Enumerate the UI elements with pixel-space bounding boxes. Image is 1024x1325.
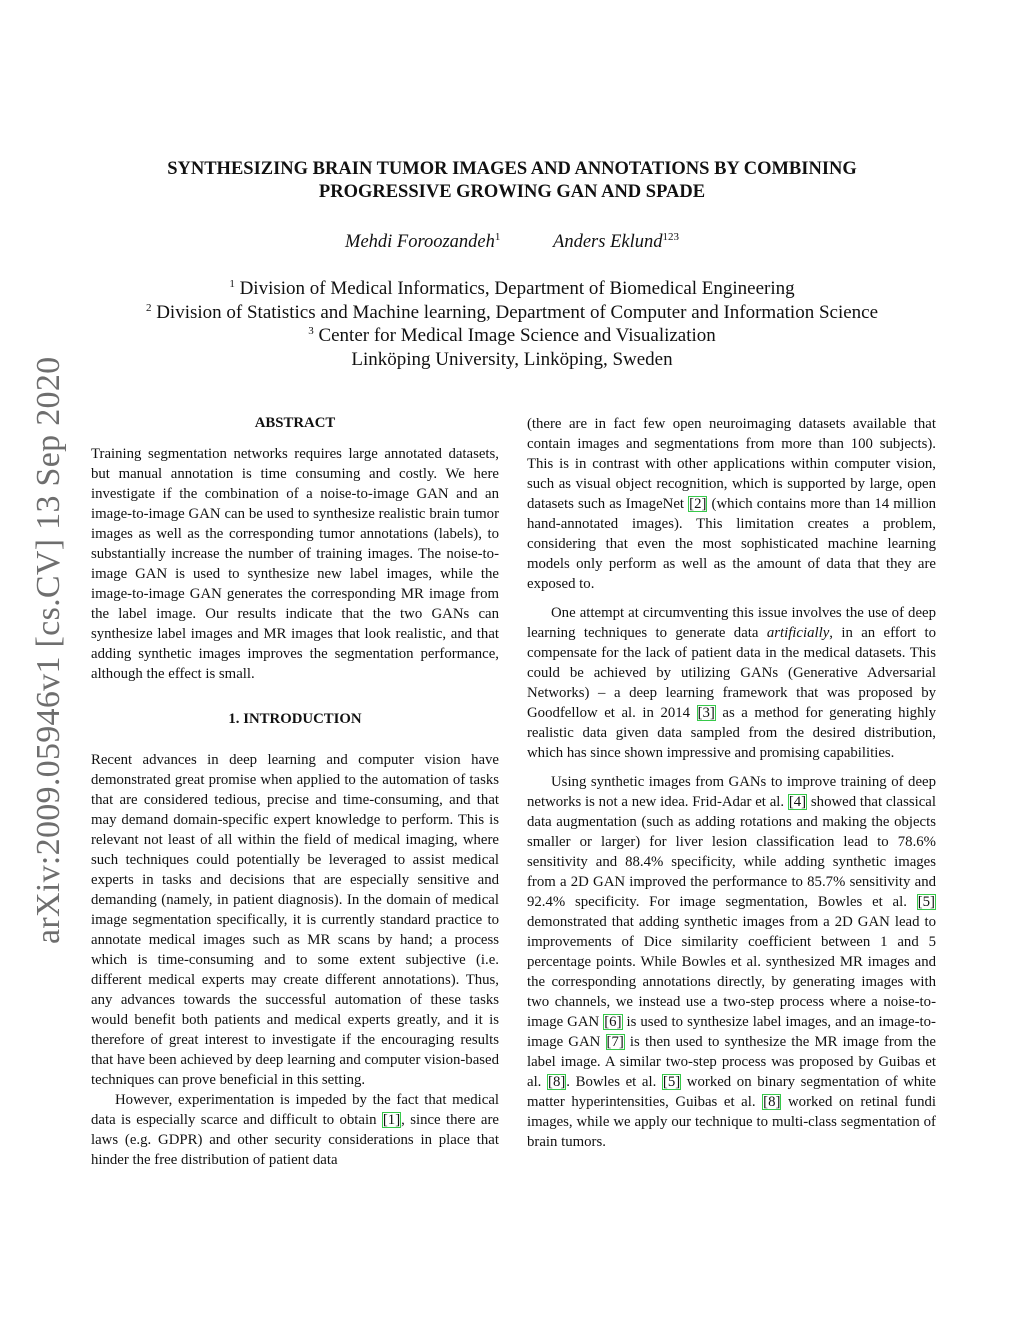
- affiliation-marker: 1: [229, 278, 235, 290]
- affiliation-list: [60, 277, 964, 371]
- affiliation-marker: 3: [308, 325, 314, 337]
- paragraph-text: as a method for generating highly realistic data given data sampled from the desired distribution, which has since shown impressive and promising capabilities.: [527, 705, 936, 761]
- affiliation-text: Division of Medical Informatics, Department of Biomedical Engineering: [239, 278, 795, 299]
- abstract-body: [91, 444, 499, 684]
- author-affiliation-marker: 1: [494, 231, 501, 243]
- author-affiliation-marker: 123: [662, 231, 679, 243]
- affiliation-text: Linköping University, Linköping, Sweden: [351, 348, 673, 370]
- title-line-2: PROGRESSIVE GROWING GAN AND SPADE: [318, 182, 706, 202]
- citation-link[interactable]: [4]: [788, 794, 807, 810]
- paragraph-text: One attempt at circumventing this issue involves the use of deep learning techniques to generate data: [527, 605, 936, 641]
- author-list: [100, 232, 924, 253]
- affiliation-3: [60, 324, 964, 348]
- abstract-text: Training segmentation networks requires large annotated datasets, but manual annotation is time consuming and costly. We here investigate if the combination of a noise-to-image GAN and an image-to-image GAN can be used to synthesize realistic brain tumor images as well as the corresponding tumor annotations (labels), to substantially increase the number of training images. The noise-to-image GAN is used to synthesize new label images, while the image-to-image GAN generates the corresponding MR image from the label image. Our results indicate that the two GANs can synthesize label images and MR images that look realistic, and that adding synthetic images improves the segmentation performance, although the effect is small.: [91, 446, 499, 682]
- citation-link[interactable]: [8]: [763, 1094, 781, 1110]
- introduction-left-column: [91, 750, 499, 1170]
- intro-paragraph-4: [527, 603, 936, 763]
- citation-link[interactable]: [7]: [606, 1034, 624, 1050]
- affiliation-text: Division of Statistics and Machine learning, Department of Computer and Information Science: [156, 301, 879, 323]
- citation-link[interactable]: [1]: [382, 1112, 401, 1128]
- title-line-1: SYNTHESIZING BRAIN TUMOR IMAGES AND ANNOTATIONS BY COMBINING: [167, 159, 857, 179]
- intro-paragraph-3: [527, 414, 936, 594]
- affiliation-4: [60, 348, 964, 372]
- emphasis-text: artificially: [766, 625, 830, 641]
- citation-link[interactable]: [8]: [548, 1074, 566, 1090]
- paragraph-text: (which contains more than 14 million hand-annotated images). This limitation creates a problem, considering that even the most sophisticated machine learning models only perform as well as the amount of data that they are exposed to.: [527, 496, 936, 592]
- citation-link[interactable]: [6]: [604, 1014, 622, 1030]
- abstract-heading: ABSTRACT: [254, 415, 336, 431]
- paragraph-text: worked on retinal fundi images, while we apply our technique to multi-class segmentation of brain tumors.: [527, 1094, 936, 1150]
- paragraph-text: However, experimentation is impeded by the fact that medical data is especially scarce and difficult to obtain: [91, 1092, 499, 1128]
- introduction-right-column: [527, 414, 936, 1152]
- affiliation-1: [60, 277, 964, 301]
- citation-link[interactable]: [5]: [917, 894, 935, 910]
- intro-paragraph-1: Recent advances in deep learning and computer vision have demonstrated great promise when applied to the automation of tasks that are considered tedious, precise and time-consuming, and that may demand domain-specific expert knowledge to perform. This is relevant not least of all within the field of medical imaging, where such techniques could potentially be leveraged to assist medical experts in tasks and decisions that are especially sensitive and demanding (namely, in patient diagnosis). In the domain of medical image segmentation specifically, it is currently standard practice to annotate medical images such as MR scans by hand; a process which is time-consuming and to some extent subjective (i.e. different medical experts may create different annotations). Thus, any advances towards the successful automation of these tasks would benefit both patients and medical experts greatly, and it is therefore of great interest to investigate if the encouraging results that have been achieved by deep learning and computer vision-based techniques can prove beneficial in this setting.: [91, 752, 499, 1088]
- introduction-heading: 1. INTRODUCTION: [228, 711, 362, 727]
- author-name: Anders Eklund: [553, 232, 663, 252]
- citation-link[interactable]: [5]: [662, 1074, 681, 1090]
- paragraph-text: , in an effort to compensate for the lack of patient data in the medical datasets. This could be achieved by utilizing GANs (Generative Adversarial Networks) – a deep learning framework that was proposed by Goodfellow et al. in 2014: [527, 625, 936, 721]
- author-2: [553, 232, 679, 253]
- paragraph-text: demonstrated that adding synthetic images from a 2D GAN lead to improvements of Dice similarity coefficient between 1 and 5 percentage points. While Bowles et al. synthesized MR images and the corresponding annotations directly, by generating images with two channels, we instead use a two-step process where a noise-to-image GAN: [527, 914, 936, 1030]
- paragraph-text: (there are in fact few open neuroimaging datasets available that contain images and segmentations from more than 100 subjects). This is in contrast with other applications within computer vision, such as visual object recognition, which is supported by large, open datasets such as ImageNet: [527, 416, 936, 512]
- affiliation-text: Center for Medical Image Science and Visualization: [318, 325, 716, 346]
- paragraph-text: Using synthetic images from GANs to improve training of deep networks is not a new idea. Frid-Adar et al.: [527, 774, 936, 810]
- paragraph-text: worked on binary segmentation of white matter hyperintensities, Guibas et al.: [527, 1074, 936, 1110]
- paragraph-text: , since there are laws (e.g. GDPR) and other security considerations in place that hinder the free distribution of patient data: [91, 1112, 499, 1168]
- intro-paragraph-5: [527, 772, 936, 1152]
- paragraph-text: is used to synthesize label images, and an image-to-image GAN: [527, 1014, 936, 1050]
- affiliation-marker: 2: [145, 301, 152, 314]
- citation-link[interactable]: [3]: [697, 705, 715, 721]
- arxiv-identifier: arXiv:2009.05946v1 [cs.CV] 13 Sep 2020: [30, 356, 67, 944]
- paper-title: [100, 158, 924, 204]
- paragraph-text: is then used to synthesize the MR image from the label image. A similar two-step process was proposed by Guibas et al.: [527, 1034, 936, 1090]
- author-1: [345, 232, 500, 253]
- citation-link[interactable]: [2]: [689, 496, 707, 512]
- paragraph-text: showed that classical data augmentation (such as adding rotations and making the objects smaller or larger) for liver lesion classification lead to 78.6% sensitivity and 88.4% specificity, while adding synthetic images from a 2D GAN improved the performance to 85.7% sensitivity and 92.4% specificity. For image segmentation, Bowles et al.: [527, 794, 936, 910]
- author-name: Mehdi Foroozandeh: [345, 232, 495, 252]
- intro-paragraph-2: [91, 1090, 499, 1170]
- affiliation-2: [60, 301, 964, 325]
- paragraph-text: . Bowles et al.: [566, 1074, 662, 1090]
